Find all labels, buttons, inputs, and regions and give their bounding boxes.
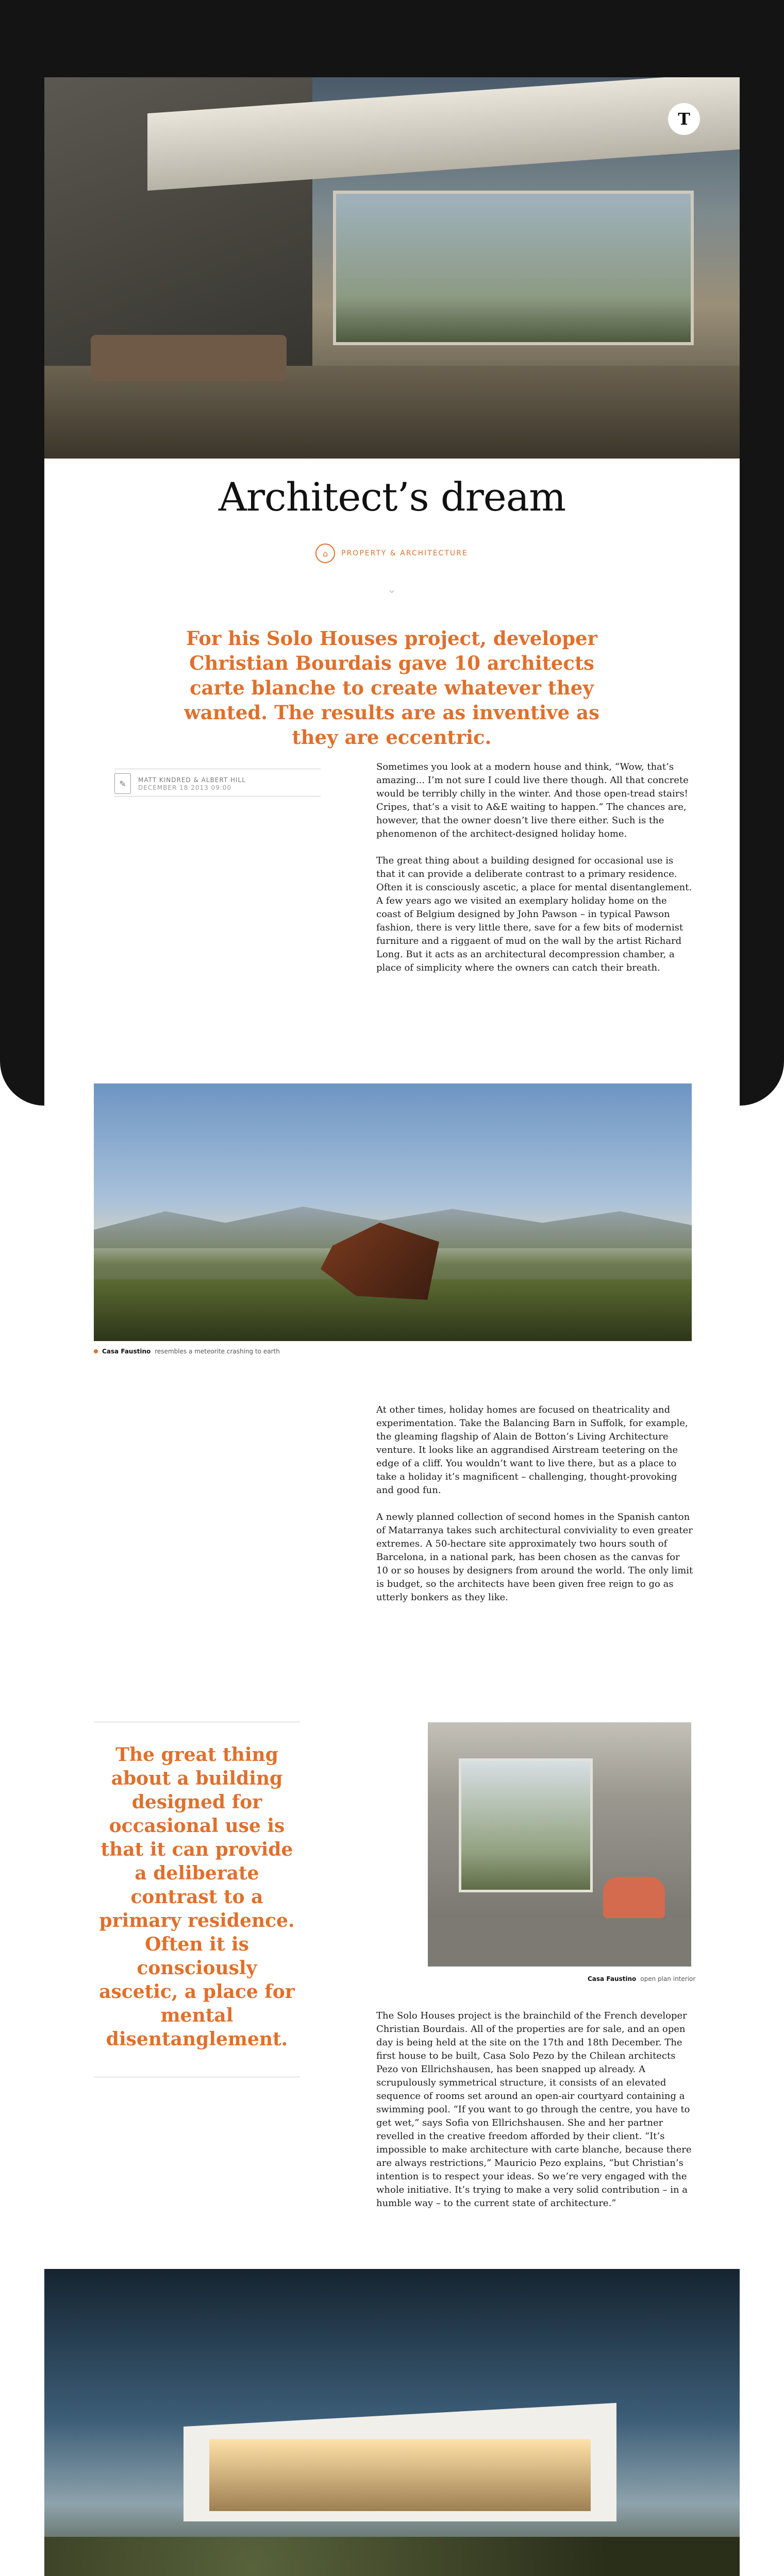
casa-solo-mos-photo <box>44 2269 740 2576</box>
body-section-3 <box>376 2009 693 2224</box>
author-icon: ✎ <box>114 773 131 794</box>
pull-quote: The great thing about a building designed for occasional use is that it can provide a deliberate contrast to a primary residence. Often it is consciously ascetic, a place for mental disentanglement. <box>94 1722 300 2077</box>
publication-logo[interactable]: T <box>668 103 700 135</box>
paragraph: At other times, holiday homes are focused on theatricality and experimentation. Take the Balancing Barn in Suffolk, for example, the gleaming flagship of Alain de Botton’s Living Architecture venture. It looks like an aggrandised Airstream teetering on the edge of a cliff. You wouldn’t want to live there, but as a place to take a holiday it’s magnificent – challenging, thought-provoking and good fun. <box>376 1404 688 1496</box>
chevron-down-icon[interactable]: ⌄ <box>387 583 397 596</box>
byline <box>114 769 321 796</box>
paragraph: The Solo Houses project is the brainchild of the French developer Christian Bourdais. All of the properties are for sale, and an open day is being held at the site on the 17th and 18th December. The first house to be built, Casa Solo Pezo by the Chilean architects Pezo von Ellrichshausen, has been snapped up already. A scrupulously symmetrical structure, it consists of an elevated sequence of rooms set around an open-air courtyard containing a swimming pool. “If you want to go through the centre, you have to get wet,” says Sofia von Ellrichshausen. She and her partner revelled in the creative freedom afforded by their client. “It’s impossible to make architecture with carte blanche, because there are always restrictions,” Mauricio Pezo explains, “but Christian’s intention is to respect your ideas. So we’re very engaged with the whole initiative. It’s trying to make a very solid contribution – in a humble way – to the current state of architecture.” <box>376 2010 692 2209</box>
interior-photo <box>428 1722 691 1967</box>
hero-photo <box>44 77 740 459</box>
caption: Casa Faustino resembles a meteorite crashing to earth <box>94 1348 280 1355</box>
page-title: Architect’s dream <box>218 474 566 520</box>
paragraph: The great thing about a building designed for occasional use is that it can provide a deliberate contrast to a primary residence. Often it is consciously ascetic, a place for mental disentanglement. A few years ago we visited an exemplary holiday home on the coast of Belgium designed by John Pawson – in typical Pawson fashion, there is very little there, save for a few bits of modernist furniture and a riggaent of mud on the wall by the artist Richard Long. But it acts as an architectural decompression chamber, a place of simplicity where the owners can catch their breath. <box>376 855 692 973</box>
publish-date: DECEMBER 18 2013 09:00 <box>138 784 232 791</box>
casa-faustino-photo <box>94 1083 692 1341</box>
author-names: MATT KINDRED & ALBERT HILL <box>138 776 246 784</box>
standfirst: For his Solo Houses project, developer Christian Bourdais gave 10 architects carte blanche to create whatever they wanted. The results are as inventive as they are eccentric. <box>184 627 599 749</box>
category-label: PROPERTY & ARCHITECTURE <box>341 549 468 557</box>
body-section-2 <box>376 1403 693 1618</box>
paragraph: A newly planned collection of second homes in the Spanish canton of Matarranya takes such architectural conviviality to even greater extremes. A 50-hectare site approximately two hours south of Barcelona, in a national park, has been chosen as the canvas for 10 or so houses by designers from around the world. The only limit is budget, so the architects have been given free reign to go as utterly bonkers as they like. <box>376 1512 693 1603</box>
paragraph: Sometimes you look at a modern house and think, “Wow, that’s amazing... I’m not sure I could live there though. All that concrete would be terribly chilly in the winter. And those open-tread stairs! Cripes, that’s a visit to A&E waiting to happen.” The chances are, however, that the owner doesn’t live there either. Such is the phenomenon of the architect-designed holiday home. <box>376 761 689 839</box>
body-section-1 <box>376 760 693 988</box>
caption: Casa Faustino open plan interior <box>588 1975 696 1982</box>
caption-dot-icon <box>94 1349 98 1353</box>
house-icon: ⌂ <box>315 544 335 563</box>
category-tag[interactable] <box>289 543 495 564</box>
